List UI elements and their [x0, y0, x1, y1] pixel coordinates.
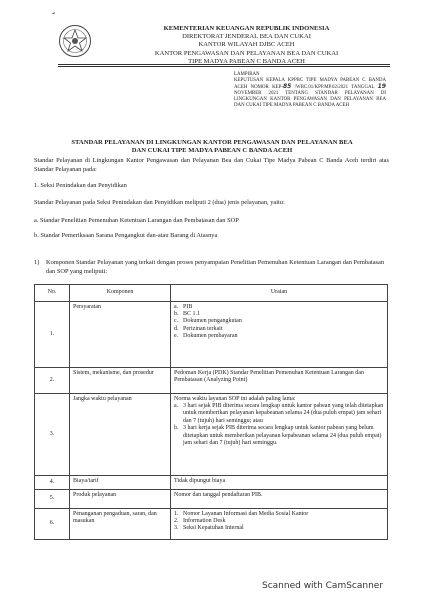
handwritten-nomor: 85: [282, 83, 292, 91]
letterhead-regional-office: KANTOR WILAYAH DJBC ACEH: [198, 41, 295, 49]
scanner-watermark: Scanned with CamScanner: [262, 581, 384, 591]
list-item: a. 3 hari sejak PIB diterima secara lengkap untuk kantor pabean yang telah ditetapkan untuk memberikan pelayanan kepabeanan selama 24 (dua puluh empat) jam sehari dan 7 (tujuh) hari seminggu; atau: [174, 402, 384, 424]
letterhead-directorate: DIREKTORAT JENDERAL BEA DAN CUKAI: [182, 33, 311, 41]
list-item-a: a. Standar Penelitian Pemenuhan Ketentuan Larangan dan Pembatasan dan SOP: [34, 217, 239, 224]
list-item: c. Dokumen pengangkutan: [174, 318, 242, 325]
header-komponen: Komponen: [70, 285, 171, 302]
list-item: b. BC 1.1: [174, 310, 201, 317]
list-item: 3. Seksi Kepatuhan Internal: [174, 525, 244, 532]
letterhead-office-type: TIPE MADYA PABEAN C BANDA ACEH: [188, 57, 305, 65]
standard-table: [34, 284, 388, 540]
table-row: 6. Penanganan pengaduan, saran, dan masukan 1. Nomor Layanan Informasi dan Media Sosial Kantor 2. Information Desk 3. Seksi Kepatuhan Internal: [35, 509, 388, 540]
handwritten-tanggal: 19: [377, 83, 386, 91]
list-item: d. Perizinan terkait: [174, 325, 223, 332]
list-item: 2. Information Desk: [174, 517, 226, 524]
list: [174, 511, 384, 533]
list-item-b: b. Standar Pemeriksaan Sarana Pengangkut dan-atau Barang di Atasnya: [34, 232, 218, 239]
pen-mark: -: [50, 7, 58, 20]
ministry-emblem-icon: [58, 24, 92, 58]
table-row: 1. Persyaratan a. PIB b. BC 1.1 c. Dokumen pengangkutan d. Perizinan terkait e. Dokumen pembayaran: [35, 302, 388, 368]
list-item: 1. Nomor Layanan Informasi dan Media Sosial Kantor: [174, 510, 309, 517]
table-row: 5. Produk pelayanan Nomor dan tanggal pendaftaran PIB.: [35, 490, 388, 509]
letterhead: [104, 25, 389, 66]
intro-paragraph: Standar Pelayanan di Lingkungan Kantor Pengawasan dan Pelayanan Bea dan Cukai Tipe Madya Pabean C Banda Aceh terdiri atas Standar Pelayanan pada:: [34, 157, 389, 173]
letterhead-divider: [58, 64, 390, 65]
list-item: b. 3 hari kerja sejak PIB diterima secara lengkap untuk kantor pabean yang belum ditetapkan untuk memberikan pelayanan kepabeanan selama 24 (dua puluh empat) jam sehari dan 7 (tujuh) hari seminggu.: [174, 425, 382, 446]
list: [174, 403, 384, 447]
letterhead-divider-thin: [58, 66, 390, 67]
table-row: 2. Sistem, mekanisme, dan prosedur Pedoman Kerja (PDK) Standar Penelitian Pemenuhan Ketentuan Larangan dan Pembatasan (Analyzing Point): [35, 368, 388, 394]
section-heading: 1. Seksi Penindakan dan Penyidikan: [34, 182, 127, 189]
document-title: STANDAR PELAYANAN DI LINGKUNGAN KANTOR PENGAWASAN DAN PELAYANAN BEA DAN CUKAI TIPE MADYA PABEAN C BANDA ACEH: [71, 139, 353, 155]
lampiran-label: LAMPIRAN: [234, 72, 260, 77]
lampiran-block: [234, 72, 386, 110]
header-no: No.: [35, 285, 70, 302]
table-row: 4. Biaya/tarif Tidak dipungut biaya: [35, 476, 388, 490]
list-item: e. Dokumen pembayaran: [174, 333, 238, 340]
letterhead-office: KANTOR PENGAWASAN DAN PELAYANAN BEA DAN CUKAI: [154, 49, 339, 57]
sub-item-1: 1) Komponen Standar Pelayanan yang terkait dengan proses penyampaian Penelitian Pemenuhan Ketentuan Larangan dan Pembatasan dan SOP yang meliputi:: [34, 259, 385, 275]
letterhead-ministry: KEMENTERIAN KEUANGAN REPUBLIK INDONESIA: [163, 25, 330, 32]
header-uraian: Uraian: [171, 285, 388, 302]
list-item: a. PIB: [174, 303, 193, 310]
list: [174, 304, 384, 341]
table-row: 3. Jangka waktu pelayanan Norma waktu layanan SOP ini adalah paling lama: a. 3 hari sejak PIB diterima secara lengkap untuk kantor pabean yang telah ditetapkan untuk memberikan pelayanan kepabeanan selama 24 (dua puluh empat) jam sehari dan 7 (tujuh) hari seminggu; atau b. 3 hari kerja sejak PIB diterima secara lengkap untuk kantor pabean yang belum ditetapkan untuk memberikan pelayanan kepabeanan selama 24 (dua puluh empat) jam sehari dan 7 (tujuh) hari seminggu.: [35, 394, 388, 476]
section-description: Standar Pelayanan pada Seksi Penindakan dan Penyidikan meliputi 2 (dua) jenis pelayanan, yaitu:: [34, 199, 285, 206]
table-header-row: [35, 285, 388, 302]
lampiran-text: KEPUTUSAN KEPALA KPPBC TIPE MADYA PABEAN C BANDA ACEH NOMOR KEP-85 /WBC.01/KPP.MP.02/2021 TANGGAL 19 NOVEMBER 2021 TENTANG STANDAR PELAYANAN DI LINGKUNGAN KANTOR PENGAWASAN DAN PELAYANAN BEA DAN CUKAI TIPE MADYA PABEAN C BANDA ACEH: [234, 78, 386, 109]
